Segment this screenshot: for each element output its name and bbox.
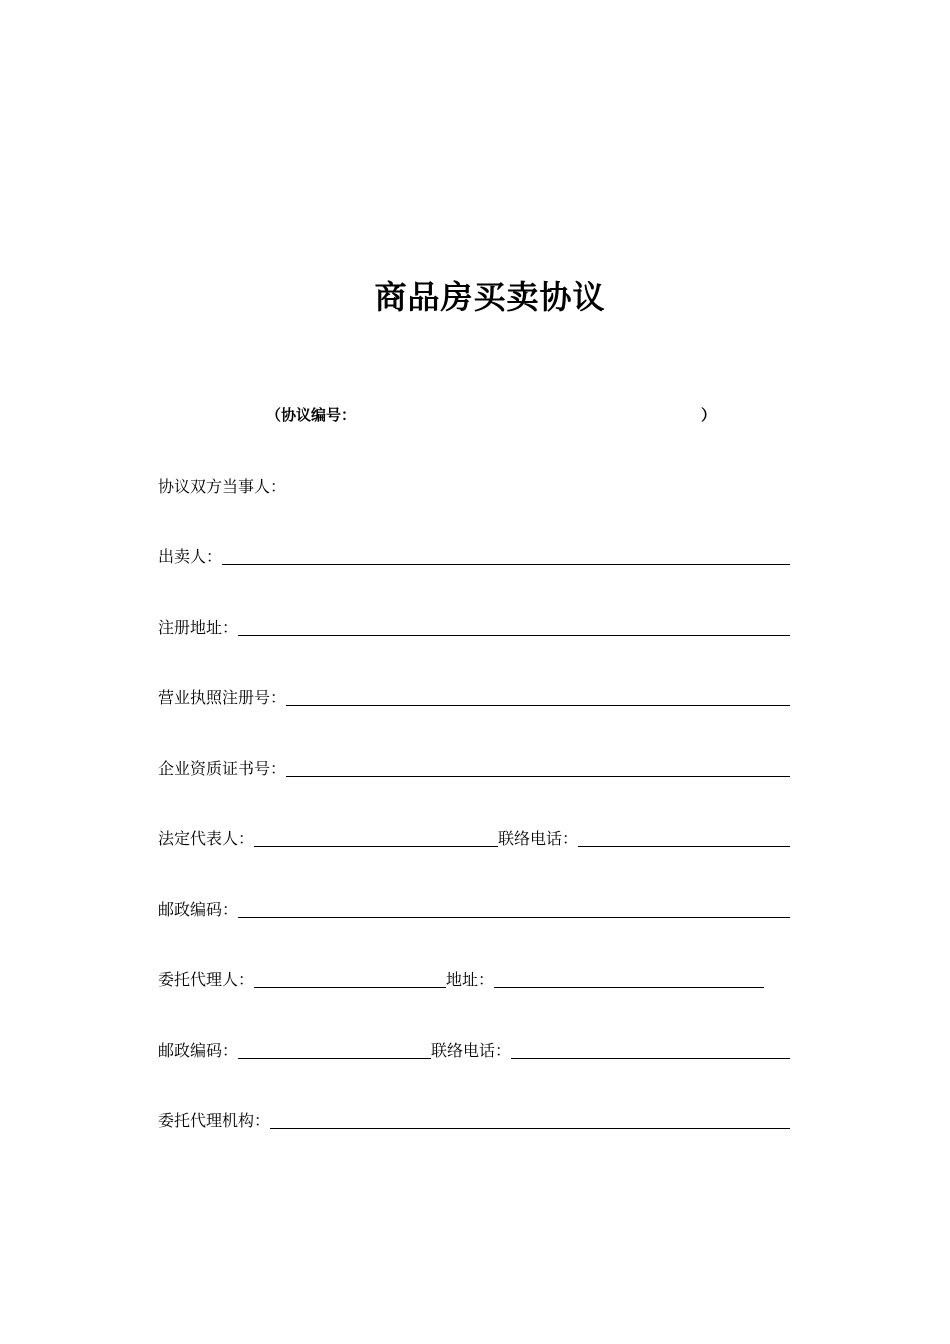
qualification-cert-label: 企业资质证书号：	[158, 759, 287, 778]
authorized-agent-blank[interactable]	[254, 987, 446, 988]
postal-code-blank[interactable]	[238, 917, 790, 918]
qualification-cert-row	[158, 755, 790, 779]
qualification-cert-blank[interactable]	[286, 776, 790, 777]
business-license-label: 营业执照注册号：	[158, 688, 287, 707]
contact-phone-blank[interactable]	[578, 846, 790, 847]
registered-address-blank[interactable]	[238, 635, 790, 636]
seller-row	[158, 543, 790, 567]
contact-phone-2-blank[interactable]	[511, 1058, 790, 1059]
registered-address-row	[158, 614, 790, 638]
page-title: 商品房买卖协议	[374, 278, 606, 316]
agency-blank[interactable]	[270, 1128, 790, 1129]
parties-heading-row	[158, 473, 790, 497]
legal-representative-label: 法定代表人：	[158, 829, 255, 848]
parties-heading: 协议双方当事人：	[158, 477, 287, 496]
agreement-number-label: （协议编号：	[266, 406, 357, 424]
contact-phone-label: 联络电话：	[498, 829, 579, 848]
legal-representative-row	[158, 825, 790, 849]
contact-phone-2-label: 联络电话：	[431, 1041, 512, 1060]
authorized-agent-row	[158, 966, 790, 990]
registered-address-label: 注册地址：	[158, 618, 239, 637]
legal-representative-blank[interactable]	[254, 846, 498, 847]
authorized-agent-label: 委托代理人：	[158, 970, 255, 989]
business-license-blank[interactable]	[286, 705, 790, 706]
address-blank[interactable]	[494, 987, 764, 988]
postal-code-2-blank[interactable]	[238, 1058, 431, 1059]
address-label: 地址：	[446, 970, 495, 989]
agency-label: 委托代理机构：	[158, 1111, 271, 1130]
seller-blank[interactable]	[222, 564, 790, 565]
seller-label: 出卖人：	[158, 547, 223, 566]
agreement-number-close: ）	[700, 406, 716, 424]
postal-code-row	[158, 896, 790, 920]
postal-code-2-label: 邮政编码：	[158, 1041, 239, 1060]
postal-code-label: 邮政编码：	[158, 900, 239, 919]
business-license-row	[158, 684, 790, 708]
postal-phone-row	[158, 1037, 790, 1061]
agency-row	[158, 1107, 790, 1131]
agreement-number	[266, 404, 716, 425]
